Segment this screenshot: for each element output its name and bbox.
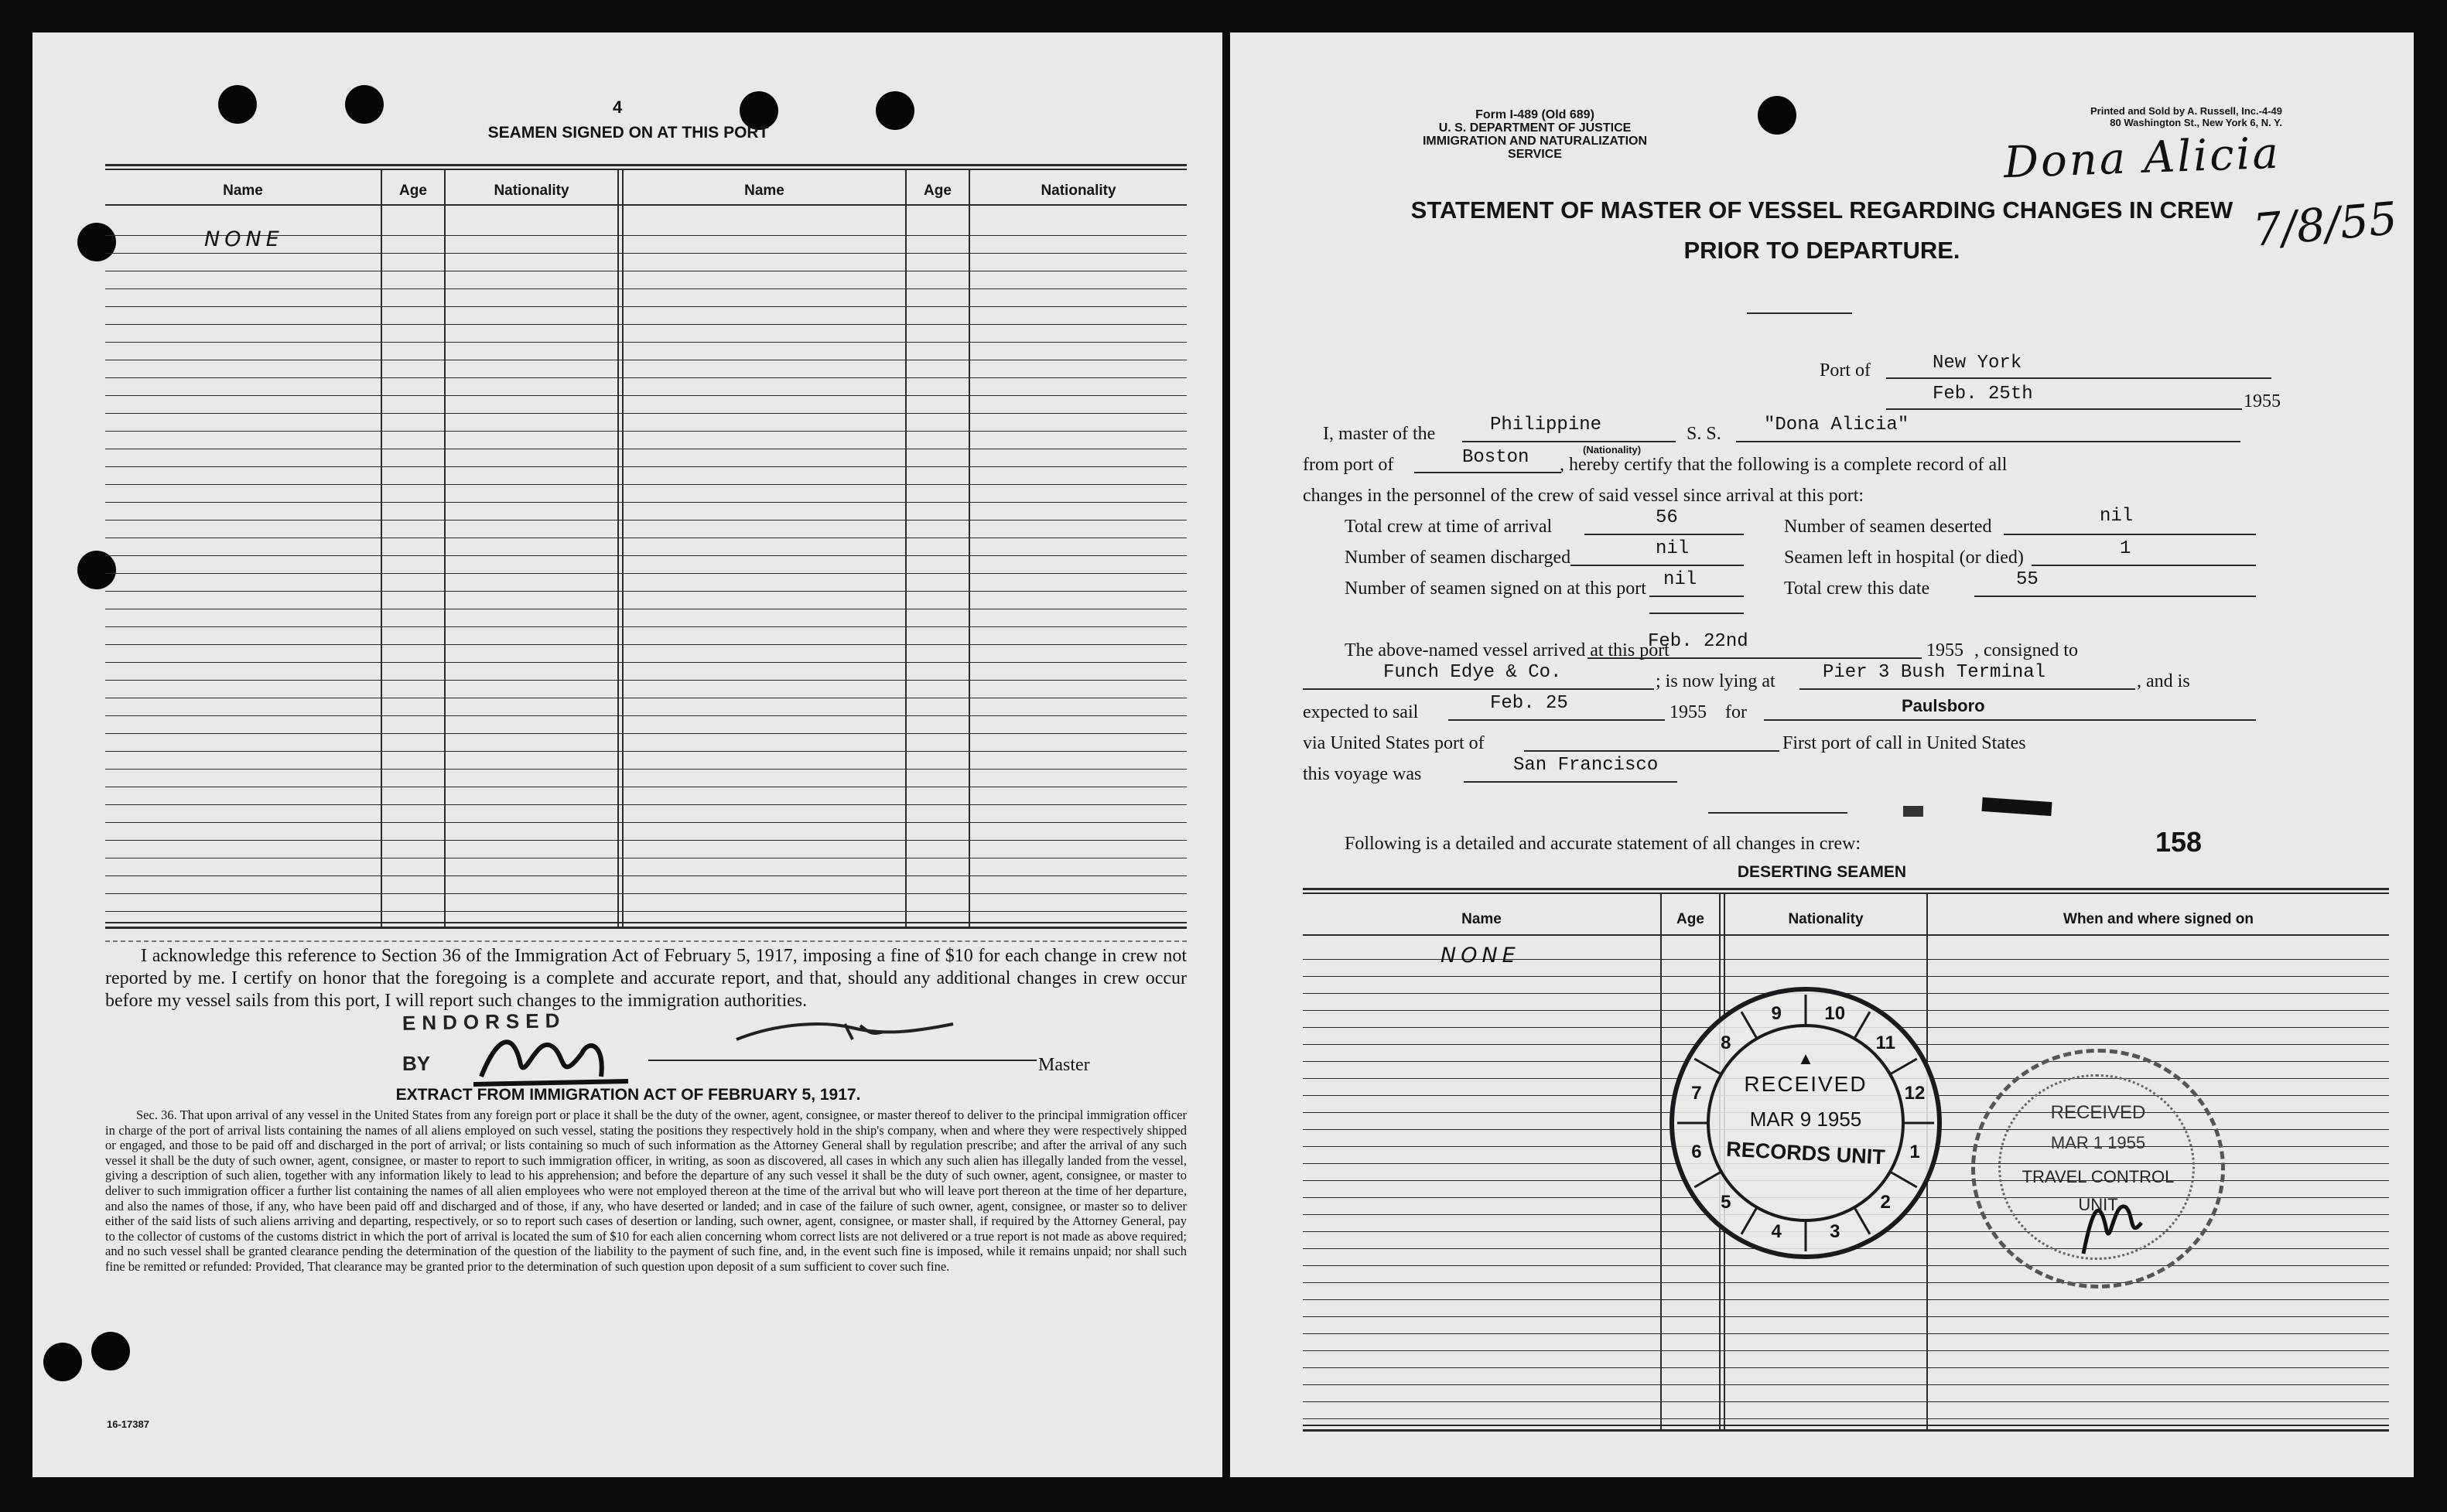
dial-number: 7 bbox=[1691, 1083, 1702, 1104]
form-code: 16-17387 bbox=[107, 1418, 149, 1430]
extract-title: EXTRACT FROM IMMIGRATION ACT OF FEBRUARY 5, 1917. bbox=[395, 1086, 861, 1104]
table-row bbox=[105, 644, 1187, 645]
punch-hole bbox=[91, 1332, 130, 1370]
by-stamp: BY bbox=[402, 1052, 431, 1075]
column-header-name: Name bbox=[1461, 911, 1502, 927]
changes-text: changes in the personnel of the crew of said vessel since arrival at this port: bbox=[1303, 486, 1864, 506]
table-row bbox=[1303, 1384, 2389, 1385]
table-row bbox=[105, 804, 1187, 805]
table-row bbox=[105, 377, 1187, 378]
dial-number: 10 bbox=[1824, 1002, 1846, 1024]
table-row bbox=[105, 395, 1187, 396]
expected-year: 1955 bbox=[1669, 702, 1707, 722]
stamp-received: RECEIVED bbox=[1744, 1072, 1868, 1096]
stamp-unit: UNIT bbox=[2078, 1195, 2118, 1214]
punch-hole bbox=[218, 85, 257, 124]
column-header-when-where: When and where signed on bbox=[2063, 911, 2254, 927]
printer-info bbox=[2019, 105, 2282, 128]
consignee-value: Funch Edye & Co. bbox=[1383, 662, 1562, 683]
via-label: via United States port of bbox=[1303, 733, 1485, 753]
table-row bbox=[1303, 1367, 2389, 1368]
from-port-label: from port of bbox=[1303, 455, 1394, 475]
table-row bbox=[1303, 1299, 2389, 1300]
consigned-label: , consigned to bbox=[1974, 640, 2078, 660]
and-is-label: , and is bbox=[2137, 671, 2190, 691]
arrived-year: 1955 bbox=[1926, 640, 1963, 660]
form-number: Form I-489 (Old 689) bbox=[1475, 108, 1594, 121]
dial-number: 8 bbox=[1721, 1032, 1731, 1053]
deserted-label: Number of seamen deserted bbox=[1784, 517, 1992, 537]
table-row bbox=[105, 484, 1187, 485]
hospital-value: 1 bbox=[2120, 538, 2131, 559]
table-row bbox=[105, 769, 1187, 770]
table-row bbox=[105, 893, 1187, 894]
vessel-value: "Dona Alicia" bbox=[1764, 415, 1909, 435]
left-page-title: SEAMEN SIGNED ON AT THIS PORT bbox=[487, 124, 769, 142]
dial-number: 6 bbox=[1691, 1141, 1702, 1162]
table-row bbox=[1303, 1316, 2389, 1317]
document-title-line-2: PRIOR TO DEPARTURE. bbox=[1683, 237, 1960, 264]
expected-label: expected to sail bbox=[1303, 702, 1419, 722]
stamp-records-unit: RECORDS UNIT bbox=[1725, 1137, 1886, 1169]
handwritten-none: NONE bbox=[1441, 944, 1520, 968]
table-row bbox=[105, 751, 1187, 752]
section-36-text: Sec. 36. That upon arrival of any vessel in the United States from any foreign port or place it shall be the duty of the owner, agent, consignee, or master thereof to deliver to the principal immigration officer in charge of the port of arrival lists containing the names of all aliens employed on such vessel, stating the positions they respectively hold in the ship's company, when and where they were respectively shipped or engaged, and those to be paid off and discharged in the port of arrival; or lists containing so much of such information as the Attorney General shall by regulation prescribe; and after the arrival of any such vessel it shall be the duty of such owner, agent, consignee, or master to report to such immigration officer, in writing, as soon as discovered, all cases in which any such alien has illegally landed from the vessel, giving a description of such alien, together with any information likely to lead to his apprehension; and before the departure of any such vessel it shall be the duty of such owner, agent, consignee, or master to deliver to such immigration officer a further list containing the names of all alien employees who were not employed thereon at the time of the arrival but who will leave port thereon at the time of her departure, and also the names of those, if any, who have been paid off and discharged and of those, if any, who have deserted or landed; and in case of the failure of such owner, agent, consignee, or master so to deliver either of the said lists of such aliens arriving and departing, respectively, or so to report such cases of desertion or landing, such owner, agent, consignee, or master shall, if required by the Attorney General, pay to the collector of customs of the customs district in which the port of arrival is located the sum of $10 for each alien concerning whom correct lists are not delivered or a true report is not made as above required; and no such vessel shall be granted clearance pending the determination of the question of the liability to the payment of such fine, and, in the event such fine is imposed, while it remains unpaid; nor shall such fine be remitted or refunded: Provided, That clearance may be granted prior to the determination of such question upon deposit of a sum sufficient to cover such fine. bbox=[105, 1108, 1187, 1274]
lying-label: ; is now lying at bbox=[1656, 671, 1775, 691]
stamp-initials bbox=[2052, 1169, 2161, 1261]
from-port-value: Boston bbox=[1462, 447, 1529, 468]
travel-control-stamp bbox=[1971, 1049, 2225, 1288]
printer-line-2: 80 Washington St., New York 6, N. Y. bbox=[2110, 117, 2282, 128]
handwritten-none: NONE bbox=[204, 227, 284, 251]
stamp-travel-control: TRAVEL CONTROL bbox=[2022, 1167, 2175, 1186]
punch-hole bbox=[43, 1343, 82, 1381]
stamp-received: RECEIVED bbox=[2050, 1102, 2146, 1123]
signed-on-label: Number of seamen signed on at this port bbox=[1345, 579, 1646, 599]
records-unit-stamp: 9 10 11 12 1 2 3 4 5 6 7 8 ▲ RECEIVED MAR 9 1955 RECORDS UNIT bbox=[1669, 987, 1942, 1259]
endorsed-stamp: ENDORSED bbox=[402, 1009, 566, 1035]
column-header-age-2: Age bbox=[924, 183, 952, 199]
table-row bbox=[1303, 1350, 2389, 1351]
dial-number: 4 bbox=[1771, 1221, 1782, 1243]
service-name: IMMIGRATION AND NATURALIZATION SERVICE bbox=[1422, 135, 1648, 161]
deserted-value: nil bbox=[2100, 506, 2134, 527]
master-of-label: I, master of the bbox=[1323, 424, 1436, 444]
punch-hole bbox=[77, 223, 116, 261]
table-row bbox=[105, 466, 1187, 467]
first-port-label: First port of call in United States bbox=[1782, 733, 2026, 753]
nationality-value: Philippine bbox=[1490, 415, 1602, 435]
table-row bbox=[105, 875, 1187, 876]
table-row bbox=[105, 253, 1187, 254]
deserting-title: DESERTING SEAMEN bbox=[1737, 863, 1907, 881]
table-row bbox=[1303, 1265, 2389, 1266]
table-row bbox=[105, 840, 1187, 841]
form-header bbox=[1403, 108, 1666, 161]
left-page bbox=[32, 32, 1222, 1477]
table-row bbox=[105, 324, 1187, 325]
table-row bbox=[105, 662, 1187, 663]
table-row bbox=[105, 413, 1187, 414]
total-crew-date-label: Total crew this date bbox=[1784, 579, 1930, 599]
for-label: for bbox=[1725, 702, 1747, 722]
dial-number: 9 bbox=[1771, 1002, 1782, 1024]
port-of-label: Port of bbox=[1820, 360, 1871, 381]
column-header-nationality: Nationality bbox=[1788, 911, 1864, 927]
punch-hole bbox=[345, 85, 384, 124]
table-row bbox=[105, 822, 1187, 823]
dial-number: 11 bbox=[1875, 1032, 1895, 1053]
table-row bbox=[105, 342, 1187, 343]
table-row bbox=[105, 733, 1187, 734]
stamp-date: MAR 1 1955 bbox=[2050, 1133, 2146, 1152]
table-row bbox=[1303, 1333, 2389, 1334]
table-row bbox=[1303, 1282, 2389, 1283]
hospital-label: Seamen left in hospital (or died) bbox=[1784, 548, 2024, 568]
total-crew-arrival-label: Total crew at time of arrival bbox=[1345, 517, 1553, 537]
column-header-nationality: Nationality bbox=[494, 183, 569, 199]
table-row bbox=[105, 555, 1187, 556]
arrived-value: Feb. 22nd bbox=[1648, 631, 1748, 652]
crew-count: 158 bbox=[2155, 826, 2203, 858]
table-row bbox=[105, 431, 1187, 432]
voyage-label: this voyage was bbox=[1303, 764, 1422, 784]
table-row bbox=[105, 502, 1187, 503]
total-crew-arrival-value: 56 bbox=[1656, 507, 1678, 528]
page-number: 4 bbox=[613, 97, 623, 117]
total-crew-date-value: 55 bbox=[2016, 569, 2039, 590]
table-row bbox=[105, 715, 1187, 716]
dial-number: 12 bbox=[1904, 1083, 1926, 1104]
handwritten-date: 7/8/55 bbox=[2250, 191, 2400, 258]
table-row bbox=[1303, 1401, 2389, 1402]
table-row bbox=[105, 306, 1187, 307]
table-row bbox=[1303, 976, 2389, 977]
document-title-line-1: STATEMENT OF MASTER OF VESSEL REGARDING CHANGES IN CREW bbox=[1410, 196, 2233, 224]
port-of-value: New York bbox=[1933, 353, 2022, 374]
ss-label: S. S. bbox=[1687, 424, 1721, 444]
column-header-age: Age bbox=[399, 183, 427, 199]
printer-line-1: Printed and Sold by A. Russell, Inc.-4-49 bbox=[2090, 105, 2282, 117]
dial-number: 3 bbox=[1830, 1221, 1840, 1243]
column-header-age: Age bbox=[1676, 911, 1704, 927]
column-header-nationality-2: Nationality bbox=[1041, 183, 1116, 199]
acknowledgment-text: I acknowledge this reference to Section 36 of the Immigration Act of February 5, 1917, imposing a fine of $10 for each change in crew not reported by me. I certify on honor that the foregoing is a complete and accurate report, and that, should any additional changes in crew occur before my vessel sails from this port, I will report such changes to the immigration authorities. bbox=[105, 946, 1187, 1011]
master-label: Master bbox=[1038, 1055, 1090, 1075]
table-row bbox=[105, 626, 1187, 627]
lying-value: Pier 3 Bush Terminal bbox=[1823, 662, 2046, 683]
department-name: U. S. DEPARTMENT OF JUSTICE bbox=[1438, 121, 1632, 135]
certify-text: , hereby certify that the following is a complete record of all bbox=[1560, 455, 2008, 475]
table-row bbox=[105, 591, 1187, 592]
discharged-value: nil bbox=[1656, 538, 1690, 559]
nationality-caption: (Nationality) bbox=[1583, 444, 1642, 456]
for-value: Paulsboro bbox=[1902, 696, 1985, 715]
punch-hole bbox=[1758, 96, 1796, 135]
discharged-label: Number of seamen discharged bbox=[1345, 548, 1571, 568]
punch-hole bbox=[77, 551, 116, 589]
stamp-date: MAR 9 1955 bbox=[1749, 1108, 1862, 1131]
column-header-name-2: Name bbox=[744, 183, 784, 199]
dial-number: 2 bbox=[1880, 1192, 1891, 1213]
column-header-name: Name bbox=[223, 183, 263, 199]
table-row bbox=[105, 911, 1187, 912]
signed-on-value: nil bbox=[1663, 569, 1697, 590]
dial-number: 1 bbox=[1909, 1141, 1920, 1162]
table-row bbox=[105, 680, 1187, 681]
following-text: Following is a detailed and accurate statement of all changes in crew: bbox=[1345, 834, 1861, 854]
master-signature bbox=[729, 1009, 961, 1055]
date-value: Feb. 25th bbox=[1933, 384, 2033, 404]
expected-value: Feb. 25 bbox=[1490, 693, 1568, 714]
dial-number: 5 bbox=[1721, 1192, 1731, 1213]
handwritten-vessel: Dona Alicia bbox=[2002, 128, 2281, 189]
arrived-label: The above-named vessel arrived at this port bbox=[1345, 640, 1669, 660]
date-year: 1955 bbox=[2244, 391, 2281, 411]
right-page bbox=[1230, 32, 2414, 1477]
table-row bbox=[1303, 1418, 2389, 1419]
voyage-value: San Francisco bbox=[1513, 755, 1659, 776]
table-row bbox=[105, 573, 1187, 574]
table-row bbox=[105, 288, 1187, 289]
